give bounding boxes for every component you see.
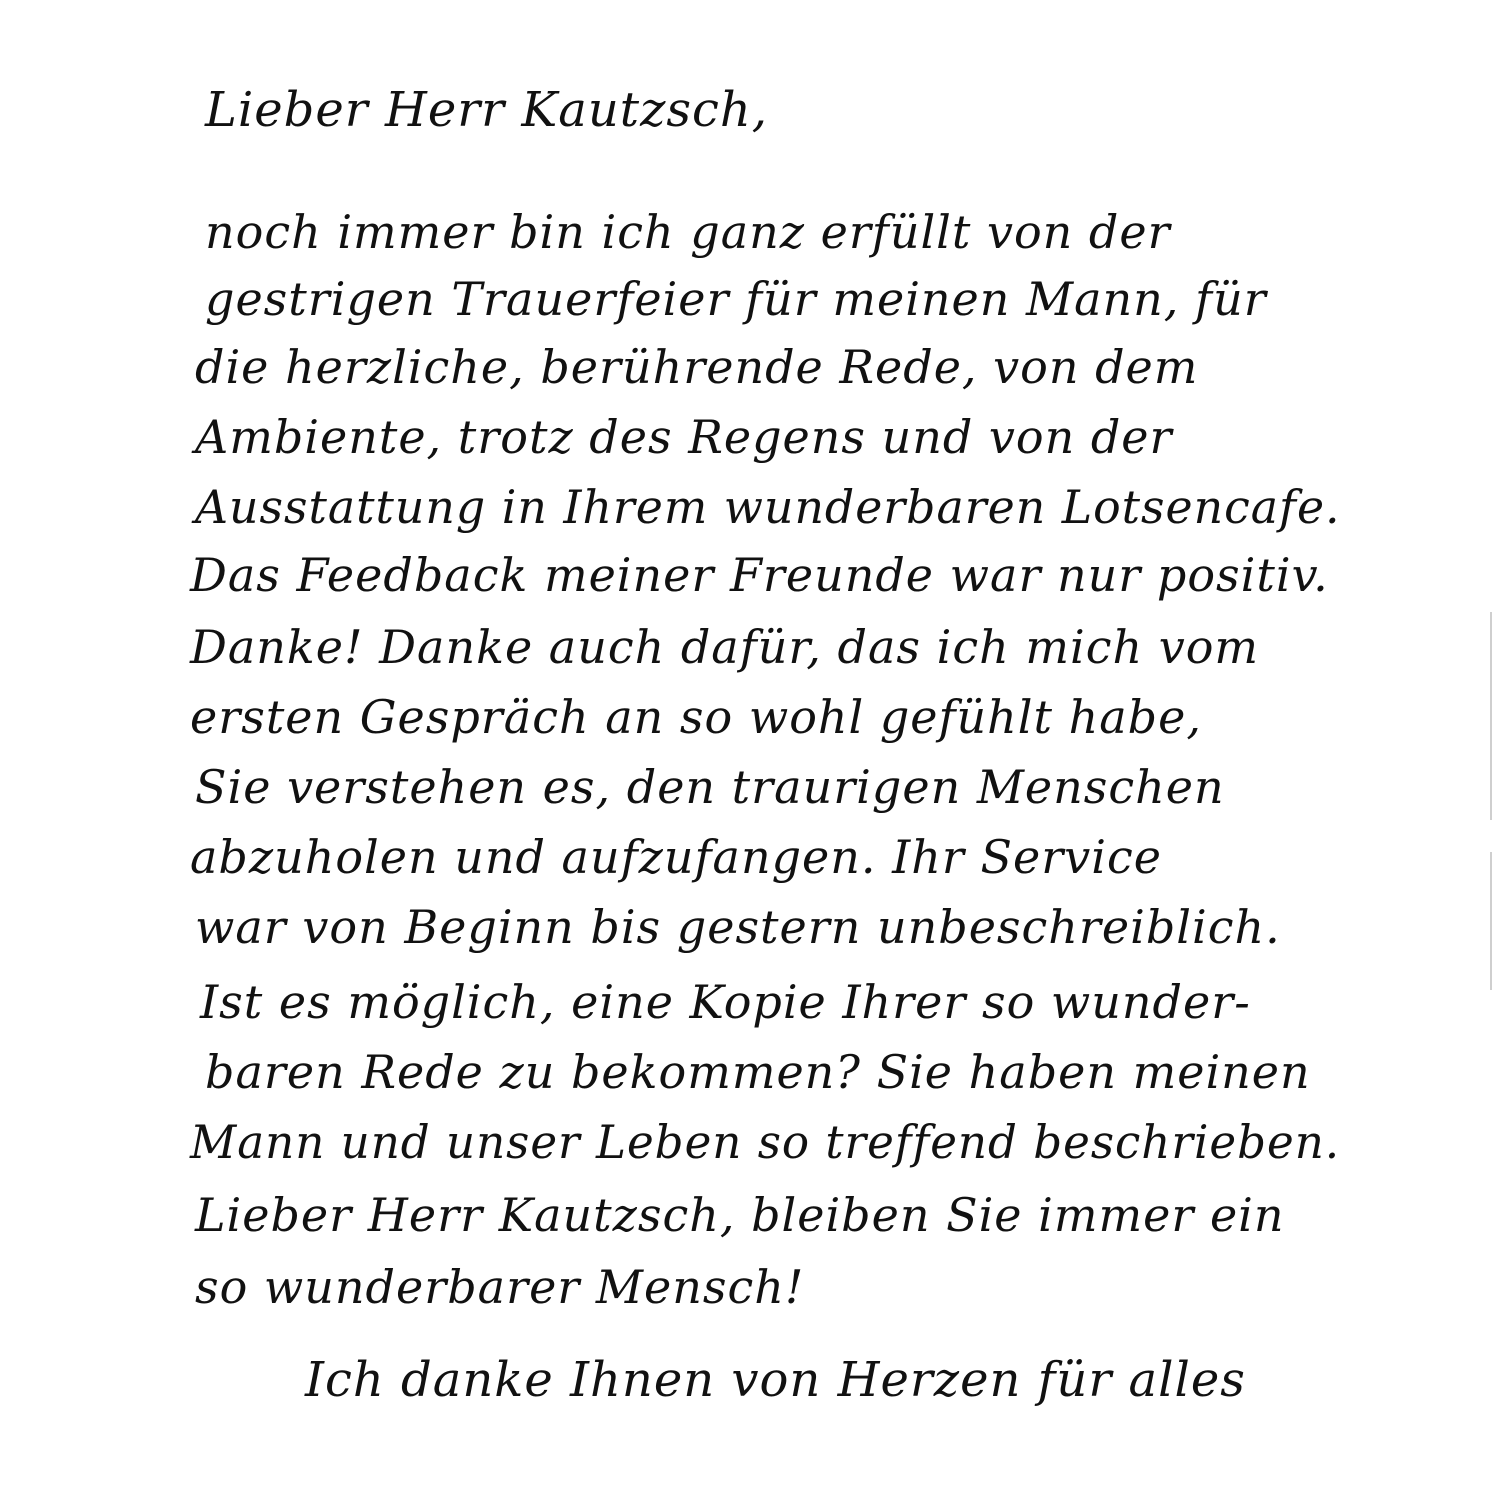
letter-line: ersten Gespräch an so wohl gefühlt habe, (190, 690, 1202, 744)
scan-edge-mark (1490, 852, 1492, 990)
letter-line: gestrigen Trauerfeier für meinen Mann, für (205, 272, 1267, 326)
letter-line: so wunderbarer Mensch! (195, 1260, 805, 1314)
letter-line: Ambiente, trotz des Regens und von der (195, 410, 1173, 464)
letter-salutation: Lieber Herr Kautzsch, (205, 82, 769, 138)
letter-line: baren Rede zu bekommen? Sie haben meinen (205, 1045, 1311, 1099)
letter-line: Ausstattung in Ihrem wunderbaren Lotsencafe. (195, 480, 1341, 534)
letter-line: Sie verstehen es, den traurigen Menschen (195, 760, 1225, 814)
letter-line: Mann und unser Leben so treffend beschrieben. (190, 1115, 1341, 1169)
letter-line: Lieber Herr Kautzsch, bleiben Sie immer ein (195, 1188, 1285, 1242)
letter-line: Das Feedback meiner Freunde war nur positiv. (190, 548, 1329, 602)
letter-line: war von Beginn bis gestern unbeschreiblich. (195, 900, 1281, 954)
letter-line: die herzliche, berührende Rede, von dem (195, 340, 1199, 394)
scan-edge-mark (1490, 612, 1492, 820)
letter-line: Ist es möglich, eine Kopie Ihrer so wunder- (200, 975, 1251, 1029)
letter-line: abzuholen und aufzufangen. Ihr Service (190, 830, 1162, 884)
letter-line: Danke! Danke auch dafür, das ich mich vom (190, 620, 1260, 674)
letter-line: noch immer bin ich ganz erfüllt von der (205, 205, 1171, 259)
letter-closing: Ich danke Ihnen von Herzen für alles (305, 1352, 1246, 1408)
